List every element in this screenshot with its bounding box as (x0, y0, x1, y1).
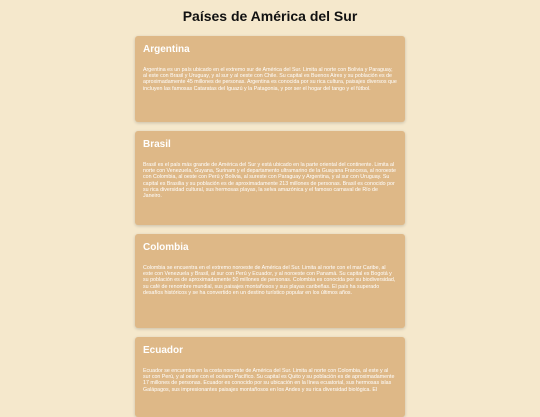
country-card-argentina (135, 36, 405, 122)
country-name: Argentina (143, 44, 190, 55)
country-description: Ecuador se encuentra en la costa noroeste de América del Sur. Limita al norte con Colombia, al este y al sur con Perú, y al oeste con el océano Pacífico. Su capital es Quito y su población es de aproximadamente 17 millones de personas. Ecuador es conocido por su ubicación en la línea ecuatorial, sus hermosas islas Galápagos, sus impresionantes paisajes montañosos en los Andes y su rica diversidad biológica. El (143, 368, 395, 393)
country-description: Argentina es un país ubicado en el extremo sur de América del Sur. Limita al norte con Bolivia y Paraguay, al este con Brasil y Uruguay, y al sur y al oeste con Chile. Su capital es Buenos Aires y su población es de aproximadamente 45 millones de personas. Argentina es conocida por su rica cultura, paisajes diversos que incluyen las famosas Cataratas del Iguazú y la Patagonia, y por ser el hogar del tango y el fútbol. (143, 67, 397, 92)
country-description: Brasil es el país más grande de América del Sur y está ubicado en la parte oriental del continente. Limita al norte con Venezuela, Guyana, Surinam y el departamento ultramarino de la Guayana Francesa, al noroeste con Colombia, al oeste con Perú y Bolivia, al sureste con Paraguay y Argentina, y al sur con Uruguay. Su capital es Brasilia y su población es de aproximadamente 213 millones de personas. Brasil es conocido por su rica diversidad cultural, sus hermosas playas, la selva amazónica y el famoso carnaval de Río de Janeiro. (143, 162, 396, 200)
country-name: Ecuador (143, 345, 184, 356)
country-card-brasil (135, 131, 405, 225)
country-name: Brasil (143, 139, 171, 150)
country-card-colombia (135, 234, 405, 328)
country-name: Colombia (143, 242, 189, 253)
country-description: Colombia se encuentra en el extremo noroeste de América del Sur. Limita al norte con el mar Caribe, al este con Venezuela y Brasil, al sur con Perú y Ecuador, y al noroeste con Panamá. Su capital es Bogotá y su población es de aproximadamente 50 millones de personas. Colombia es conocida por su biodiversidad, su café de renombre mundial, sus paisajes montañosos y sus playas caribeñas. El país ha superado desafíos históricos y se ha convertido en un destino turístico popular en los últimos años. (143, 265, 396, 296)
page-title: Países de América del Sur (182, 8, 358, 24)
country-card-ecuador (135, 337, 405, 417)
